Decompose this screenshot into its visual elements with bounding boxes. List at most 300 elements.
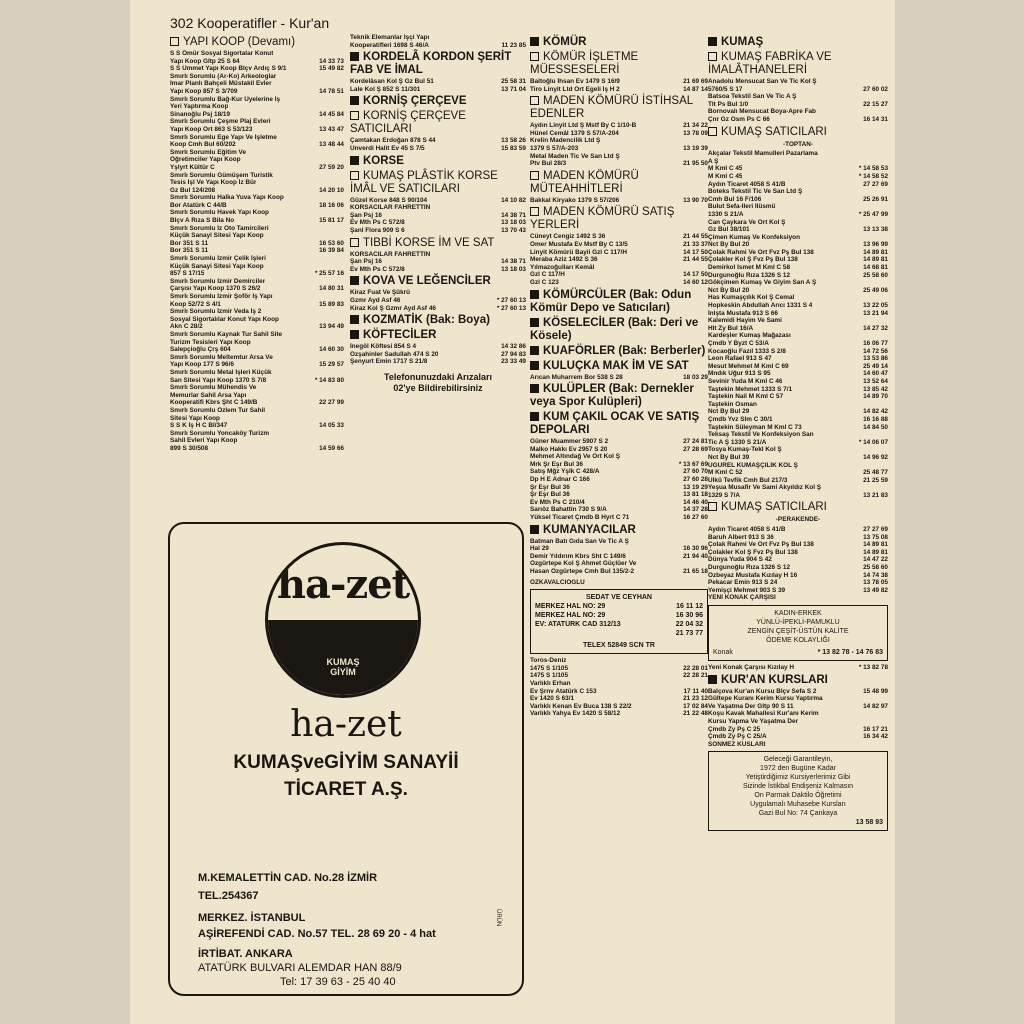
company-name: SÖNMEZ KUSLARI [708,740,766,748]
listing-entry: Ev 1420 S 63/1 21 23 12 [530,695,708,703]
advert-box [708,751,888,831]
listing-group [170,50,344,452]
listing-entry: Çarşısı Yapı Koop 1370 S 26/2 14 80 31 [170,285,344,293]
listing-entry: Bakkal Kiryako 1379 S 57/206 13 90 70 [530,196,708,204]
listing-entry: Smırlı Sorumlu İzmir Çelik İşleri [170,255,266,263]
listing-entry: Smırlı Sorumlu Yoncaköy Turizm [170,429,270,437]
listing-entry: İnlşta Mustafa 913 S 66 13 21 94 [708,309,888,317]
listing-entry: Tic A Ş 1330 S 21/A * 14 06 07 [708,438,888,446]
listing-entry: S S K İş H C Bl/347 14 05 33 [170,422,344,430]
notice-line-2: 02'ye Bildirebilirsiniz [393,382,483,393]
advert-text-line: Uygulamalı Muhasebe Kursları [750,801,846,809]
listing-entry: Metal Maden Tic Ve San Ltd Ş [530,152,620,160]
filled-square-icon [708,37,717,46]
phone-line: TEL.254367 [198,890,259,902]
listing-entry: Lale Kol Ş 852 S 11/301 13 71 04 [350,85,526,93]
listing-entry: Hlt Zy Bul 16/A 14 27 32 [708,324,888,332]
listing-entry: Kocaoğlu Fazıl 1333 S 2/8 14 72 56 [708,347,888,355]
listing-entry: Çolak Rahmi Ve Ort Fvz Pş Bul 138 14 89 81 [708,541,888,549]
listing-entry: Yapı Koop 177 S 96/6 15 29 57 [170,361,344,369]
listing-entry: Gzmr Ayd Asf 46 * 27 60 13 [350,296,526,304]
listing-entry: Taştekin Osman [708,400,757,408]
listing-entry: Şan Psj 16 14 38 71 [350,258,526,266]
listing-entry: Smırlı Sorumlu Mühendis Ve [170,384,257,392]
listing-entry: MERKEZ HAL NO: 29 16 11 12 [535,603,703,611]
listing-group [530,438,708,522]
listing-entry: Şanl Flora 909 S 6 13 70 43 [350,226,526,234]
listing-entry: Cmh Bul 16 F/106 25 26 91 [708,195,888,203]
vertical-label: ÜRÜN [495,909,501,927]
listing-entry: 21 73 77 [675,630,703,638]
filled-square-icon [350,96,359,105]
advert-text-line: Yetiştirdiğimiz Kursiyerlerimiz Gibi [745,774,851,782]
filled-square-icon [530,525,539,534]
listing-entry: Yılmazoğulları Kemâl [530,263,595,271]
listing-entry: 1379 S 57/A-203 13 19 39 [530,144,708,152]
listing-entry: Ünverdi Halit Ev 45 S 7/5 15 83 59 [350,144,526,152]
advert-text-line: Sizinde İstikbal Endişeniz Kalmasın [742,783,854,791]
section-heading: YAPI KOOP (Devamı) [170,36,344,49]
section-heading: KUM ÇAKIL OCAK VE SATIŞ DEPOLARI [530,411,700,437]
section-heading: KULUÇKA MAK İM VE SAT [530,360,708,373]
listing-entry: Koop 52/72 S 4/1 15 89 83 [170,300,344,308]
listing-entry: Smırlı Sorumlu Gümüşem Turistik [170,171,273,179]
listing-entry: Çmdb Zy Pş C 25/A 16 34 42 [708,733,888,741]
listing-entry: Mrk Şr Eşr Bul 36 * 13 67 69 [530,460,708,468]
listing-entry: Yapı Koop 857 S 3/709 14 78 51 [170,87,344,95]
listing-group [350,197,526,235]
company-name: YENİ KONAK ÇARŞISI [708,594,776,602]
listing-entry: Çolak Rahmi Ve Ort Fvz Pş Bul 138 14 89 81 [708,248,888,256]
listing-entry: Güner Muammer 5907 S 2 27 24 81 [530,438,708,446]
listing-entry: Taştekin Mehmet 1333 S 7/1 13 85 42 [708,385,888,393]
listing-entry: Sevinir Yuda M Kml C 46 13 52 64 [708,377,888,385]
listing-entry: Koop Cmh Bul 60/202 13 48 44 [170,141,344,149]
listing-entry: Ev Şrnv Atatürk C 153 17 11 40 [530,687,708,695]
listing-entry: Mndık Uğur 913 S 95 14 60 47 [708,370,888,378]
listing-entry: 899 S 30/508 14 59 66 [170,444,344,452]
listing-entry: 857 S 17/15 * 25 57 16 [170,270,344,278]
checkbox-icon [350,171,359,180]
listing-entry: Kursu Yapma Ve Yaşatma Der [708,717,798,725]
section-heading: KUR'AN KURSLARI [708,674,888,687]
listing-entry: Balçova Kur'an Kursu Blçv Sefa S 2 15 48 99 [708,687,888,695]
advert-title: SEDAT VE CEYHAN [586,594,652,602]
listing-entry: Nct By Bul 39 14 96 92 [708,453,888,461]
subsection-heading: KUMAŞ FABRİKA VE İMALÂTHANELERİ [708,51,832,76]
section-heading: KULÜPLER (Bak: Dernekler veya Spor Kulüpleri) [530,383,694,409]
listing-entry: KORSACILAR FAHRETTİN [350,250,431,258]
listing-entry: 1329 S 7/A 13 21 83 [708,491,888,499]
section-heading: KORDELÂ KORDON ŞERİT FAB VE İMAL [350,51,512,77]
listing-entry: Smırlı Sorumlu Eğitim Ve [170,148,246,156]
advert-text-line: ÖDEME KOLAYLIĞI [766,637,830,644]
listing-group [530,374,708,382]
listing-group [708,526,888,594]
filled-square-icon [350,315,359,324]
listing-entry: M Kml C 45 * 14 58 52 [708,172,888,180]
listing-entry: Nct By Bul 20 13 96 99 [708,241,888,249]
listing-entry: Ve Yaşatma Der Gltp 90 S 11 14 82 97 [708,702,888,710]
listing-entry: Bor 351 S 11 16 39 84 [170,247,344,255]
address-line: İRTİBAT. ANKARA [198,948,293,960]
listing-entry: Ömer Mustafa Ev Mstf By C 13/5 21 33 37 [530,240,708,248]
listing-entry: 1330 S 21/A * 25 47 99 [708,210,888,218]
listing-entry: Koşu Kavak Mahallesi Kur'anı Kerim [708,710,819,718]
notice-line-1: Telefonunuzdaki Arızaları [383,371,493,382]
listing-entry: Özşahinler Sadullah 474 S 20 27 94 83 [350,350,526,358]
listing-entry: Arıcan Muharrem Bor 538 S 28 18 03 29 [530,373,708,381]
listing-entry: Çnr Gz Osm Ps C 66 16 14 31 [708,115,888,123]
advert-location: Konak [713,649,733,656]
advert-text-line: Gazi Bul No: 74 Çankaya [758,810,838,818]
listing-entry: Batsoa Tekstil San Ve Tic A Ş [708,93,797,101]
listing-entry: Smırlı Sorumlu İz Oto Tamircileri [170,224,269,232]
listing-entry: Salepçioğlu Çrş 604 14 60 30 [170,346,344,354]
listing-entry: Dünya Yuda 904 S 42 14 47 22 [708,556,888,564]
column-2 [350,34,526,514]
listing-entry: Hasan Özgürtepe Cmh Bul 135/2-2 21 65 18 [530,568,708,575]
section-heading: KÖMÜRCÜLER (Bak: Odun Kömür Depo ve Satıcıları) [530,288,692,314]
listing-entry: Baltoğlu İhsan Ev 1479 S 16/9 21 69 69 [530,78,708,85]
filled-square-icon [530,318,539,327]
checkbox-icon [350,111,359,120]
subsection-heading: KUMAŞ SATICILARI [708,501,888,514]
subsection-heading: KORNİŞ ÇERÇEVE SATICILARI [350,110,466,136]
advert-text-line: 1972 den Bugüne Kadar [760,765,836,773]
listing-entry: Varlıklı Yahya Ev 1420 S 58/12 21 22 48 [530,710,708,718]
listing-entry: Kalemidi Hayim Ve Sami [708,317,782,325]
listing-entry: Aydın Ticaret 4058 S 41/B 27 27 69 [708,180,888,188]
listing-group [535,602,703,638]
listing-entry: Hopkeskin Abdullah Arıcı 1331 S 4 13 22 05 [708,302,888,310]
listing-entry: Kardeşler Kumaş Mağazası [708,332,791,340]
listing-entry: Hal 29 16 30 96 [530,545,708,553]
listing-entry: Özbeyaz Mustafa Kızılay H 16 14 74 38 [708,571,888,579]
listing-entry: Has Kumaşçılık Kol Ş Cemal [708,294,795,302]
listing-entry: Ev Mth Ps C 572/8 13 18 03 [350,219,526,227]
filled-square-icon [530,290,539,299]
listing-entry: Nct By Bul 29 14 82 42 [708,408,888,416]
listing-group [530,233,708,286]
listing-entry: Yapı Koop Ort 863 S 53/123 13 43 47 [170,125,344,133]
listing-entry: UĞUREL KUMAŞÇILIK KOL Ş [708,461,798,469]
listing-entry: Ptv Bul 28/3 21 95 50 [530,160,708,168]
filled-square-icon [530,361,539,370]
listing-entry: Sarıöz Bahattin 730 S 9/A 14 37 28 [530,506,708,514]
filled-square-icon [530,37,539,46]
listing-entry: Şenyurt Emin 1717 S 21/8 23 33 49 [350,358,526,366]
hazet-logo [265,542,421,698]
listing-entry: Tiro Linyit Ltd Ort Egeli İş H 2 14 87 14 [530,85,708,93]
listing-entry: S S Ümmet Yapı Koop Blçv Ardıç S 9/1 15 49 82 [170,65,344,73]
listing-entry: Küçük Sanayi Sitesi Yapı Koop [170,232,264,240]
listing-entry: Çamtakan Erdoğan 878 S 44 13 58 26 [350,137,526,145]
checkbox-icon [530,52,539,61]
page-header: 302 Kooperatifler - Kur'an [170,15,330,31]
listing-entry: Çmdb Zy Pş C 25 16 17 21 [708,725,888,733]
listing-entry: Smırlı Sorumlu Bağ-Kur Üyelerine İş [170,95,281,103]
listing-entry: Anadolu Mensucat San Ve Tic Kol Ş [708,78,817,85]
advert-text-line: On Parmak Daktilo Öğretimi [754,792,842,800]
listing-entry: Aydın Ticaret 4058 S 41/B 27 27 69 [708,526,888,534]
listing-entry: Toros-Deniz [530,657,567,665]
filled-square-icon [530,384,539,393]
listing-group [350,289,526,312]
listing-entry: Batman Batı Gıda San Ve Tic A Ş [530,537,629,545]
checkbox-icon [530,171,539,180]
listing-group [350,34,526,49]
subheading-toptan: -TOPTAN- [783,140,813,148]
listing-entry: Tosya Kumaş-Tekl Kol Ş [708,446,782,454]
address-line: M.KEMALETTİN CAD. No.28 İZMİR [198,872,378,884]
listing-entry: 1475 S 1/105 22 28 21 [530,672,708,680]
listing-entry: Satış Mğz Yşlk C 428/A 27 60 70 [530,468,708,476]
listing-group [530,657,708,718]
listing-entry: Aydın Linyit Ltd Ş Mstf By C 1/10-B 21 34 22 [530,122,708,130]
listing-entry: Krelin Madencilik Ltd Ş [530,137,601,145]
column-1 [170,34,344,514]
address-line: ATATÜRK BULVARI ALEMDAR HAN 88/9 [198,962,402,974]
filled-square-icon [350,276,359,285]
listing-entry: Kiraz Kol Ş Gzmr Ayd Asf 46 * 27 60 13 [350,304,526,312]
listing-entry: Mehmet Altındağ Ve Ort Kol Ş [530,453,620,461]
listing-group [530,197,708,205]
subsection-heading: TIBBİ KORSE İM VE SAT [350,237,526,250]
checkbox-icon [708,52,717,61]
listing-entry: Gz Bul 38/101 13 13 38 [708,226,888,234]
listing-entry: Smırlı Sorumlu Meltemtur Arsa Ve [170,353,273,361]
advert-phone: 13 58 93 [855,819,883,827]
listing-group [708,688,888,741]
listing-entry: Blçv A Rıza S Bila No 15 81 17 [170,217,344,225]
listing-entry: Teksaş Tekstil Ve Konfeksiyon San [708,431,814,439]
telex-line: TELEX 52849 SCN TR [583,642,655,650]
section-heading: KORSE [350,155,526,168]
listing-entry: Öğretimciler Yapı Koop [170,156,241,164]
listing-entry: Smırlı Sorumlu Kaynak Tur Sahil Site [170,330,283,338]
advert-text-line: KADIN-ERKEK [774,610,822,617]
advert-text-line: Geleceği Garantileyin, [763,756,833,764]
listing-entry: Gzl C 123 14 60 12 [530,278,708,286]
listing-entry: Memurlar Sahil Arsa Yapı [170,391,247,399]
listing-group [530,538,708,576]
listing-entry: Bulut Sefa-İleri İlüsmü [708,203,776,211]
listing-group [350,343,526,366]
listing-entry: KORSACILAR FAHRETTİN [350,204,431,212]
phone-line: Tel: 17 39 63 - 25 40 40 [280,976,396,988]
listing-entry: Smırlı Sorumlu İzmir Demirciler [170,277,266,285]
advert-text-line: YÜNLÜ-İPEKLİ-PAMUKLU [756,619,840,626]
company-name: ha-zet [290,704,402,745]
listing-entry: Şr Eşr Bul 36 13 19 29 [530,483,708,491]
listing-entry: Çmdb Yvz Slm C 30/1 16 16 88 [708,415,888,423]
listing-group [350,251,526,274]
section-heading: KOVA VE LEĞENCİLER [350,275,526,288]
listing-entry: Bor 351 S 11 16 53 60 [170,239,344,247]
listing-entry: Çimen Kumaş Ve Konfeksiyon [708,233,800,241]
listing-entry: Smırlı Sorumlu İzmir Veda İş 2 [170,308,262,316]
listing-entry: Çolakler Kol Ş Fvz Pş Bul 138 14 89 81 [708,548,888,556]
listing-entry: Yüksel Ticaret Çmdb B Hyrt C 71 16 27 60 [530,514,708,522]
advert-lines [713,609,883,645]
listing-entry: Bor Atatürk C 44/B 18 16 06 [170,201,344,209]
checkbox-icon [350,238,359,247]
advert-box [530,589,708,654]
listing-entry: Taştekin Nail M Kml C 57 14 89 70 [708,393,888,401]
listing-entry: Gzl C 117/H 14 17 50 [530,271,708,279]
listing-entry: Smırlı Sorumlu İzmir Şoför İş Yapı [170,293,273,300]
subsection-heading: MADEN KÖMÜRÜ İSTİHSAL EDENLER [530,95,693,121]
listing-entry: İnegöl Köftesi 854 S 4 14 32 86 [350,343,526,351]
listing-entry: Meraba Aziz 1492 S 36 21 44 55 [530,256,708,264]
listing-entry: Ülkü Tevfik Cmh Bul 217/3 21 25 59 [708,476,888,484]
listing-entry: Küçük Sanayi Sitesi Yapı Koop [170,262,264,270]
listing-entry: Durgunoğlu Rıza 1326 S 12 25 58 60 [708,564,888,572]
column-3 [530,34,708,1019]
section-heading: KUMANYACILAR [530,524,708,537]
listing-entry: Akçalar Tekstil Mamulleri Pazarlama [708,150,818,158]
advert-phone: * 13 82 78 - 14 76 83 [817,649,883,656]
filled-square-icon [708,675,717,684]
logo-text: ha-zet [276,561,410,608]
listing-entry: Şan Psj 16 14 38 71 [350,211,526,219]
checkbox-icon [708,502,717,511]
listing-entry: Çolakler Kol Ş Fvz Pş Bul 138 14 89 81 [708,256,888,264]
listing-group [350,78,526,93]
listing-entry: Durgunoğlu Rıza 1326 S 12 25 58 60 [708,271,888,279]
section-heading: KÖFTECİLER [350,329,526,342]
filled-square-icon [530,346,539,355]
checkbox-icon [708,127,717,136]
filled-square-icon [350,156,359,165]
listing-entry: Kooperatifleri 1698 S 46/A 11 23 85 [350,41,526,49]
company-line-1: KUMAŞveGİYİM SANAYİİ [233,752,459,773]
listing-entry: Smırlı Sorumlu Metal İşleri Küçük [170,368,272,376]
listing-entry: EV: ATATÜRK CAD 312/13 22 04 32 [535,621,703,629]
listing-entry: M Kml C 45 * 14 58 53 [708,165,888,173]
listing-entry: Malko Hakkı Ev 2957 S 20 27 28 69 [530,445,708,453]
listing-entry: Gz Bul 124/208 14 20 10 [170,186,344,194]
listing-entry: Teknik Elemanlar İşçi Yapı [350,34,430,41]
listing-entry: Özgürtepe Kol Ş Ahmet Güçlüer Ve [530,560,637,568]
listing-entry: Varlıklı Kenan Ev Buca 138 S 22/2 17 02 84 [530,702,708,710]
checkbox-icon [170,37,179,46]
listing-entry: Can Çaykara Ve Ort Kol Ş [708,218,786,226]
listing-entry: Bornovalı Mensucat Boya-Apre Fab [708,108,816,116]
listing-entry: Smırlı Sorumlu Halka Yuva Yapı Koop [170,194,284,202]
listing-entry: Cüneyt Cengiz 1492 S 36 21 44 55 [530,233,708,241]
advert-text-line: ZENGİN ÇEŞİT-ÜSTÜN KALİTE [747,628,849,635]
logo-subtext: KUMAŞ GİYİM [326,657,360,677]
column-4 [708,34,888,1019]
filled-square-icon [530,412,539,421]
listing-entry: Demirkol İsmet M Kml C 58 14 68 81 [708,264,888,272]
listing-entry: Pekacar Emin 913 S 24 13 78 05 [708,579,888,587]
address-line: AŞİREFENDİ CAD. No.57 TEL. 28 69 20 - 4 hat [198,928,436,940]
company-line-2: TİCARET A.Ş. [284,779,408,800]
section-heading: KUMAŞ [708,36,888,49]
listing-entry: Smırlı Sorumlu (Ar-Ko) Arkeologlar [170,72,277,80]
listing-entry: Smırlı Sorumlu Ege Yapı Ve İşletme [170,133,277,141]
listing-entry: Gökçimen Kumaş Ve Giyim San A Ş [708,279,817,287]
listing-entry: Çmdb Y Byzt C 53/A 16 06 77 [708,340,888,347]
listing-group [530,122,708,168]
hazet-advertisement [168,522,524,996]
listing-entry: Yeri Yaptırma Koop [170,103,229,111]
listing-entry: Kordelâsan Kol Ş Gz Bul 51 25 58 31 [350,78,526,86]
subsection-heading: KÖMÜR İŞLETME MÜESSESELERİ [530,51,639,76]
listing-entry: Kiraz Fuat Ve Şükrü [350,289,411,297]
listing-entry: Dp H E Adnar C 166 27 60 28 [530,476,708,484]
listing-entry: İmar Planlı Bahçeli Müstakil Evler [170,80,272,88]
listing-group [708,150,888,499]
company-name: ÖZKAVALCIOĞLU [530,578,585,586]
listing-entry: Smırlı Sorumlu Çeşme Plaj Evleri [170,118,271,126]
listing-entry: Akn C 28/2 13 94 49 [170,323,344,331]
listing-entry: Şr Eşr Bul 36 13 81 18 [530,491,708,499]
listing-entry: Yeni Konak Çarşısı Kızılay H * 13 82 78 [708,664,888,671]
listing-entry: Tesis İşl Ve Yapı Koop İz Bür [170,179,257,187]
listing-entry: San Sitesi Yapı Koop 1370 S 7/8 * 14 83 80 [170,376,344,384]
listing-entry: Linyit Kömürü Bayii Gzl C 117/H 14 17 50 [530,248,708,256]
listing-entry: Gültepe Kuranı Kerim Kursu Yaptırma [708,695,823,703]
listing-entry: Demir Yıldırım Kbrs Sht C 149/6 21 94 40 [530,552,708,560]
directory-page [130,0,895,1024]
listing-entry: Sitesi Yapı Koop [170,414,220,422]
listing-entry: Sosyal Sigortalılar Konut Yapı Koop [170,315,279,323]
listing-entry: Tlt Ps Bul 1/0 22 15 27 [708,100,888,108]
listing-entry: Ev Mth Ps C 572/8 13 18 03 [350,265,526,273]
listing-entry: Yşlyrt Kültür C 27 59 20 [170,163,344,171]
section-heading: KÖSELECİLER (Bak: Deri ve Kösele) [530,316,699,342]
listing-entry: Kooperatifi Kbrs Şht C 149/B 22 27 99 [170,399,344,407]
section-heading: KOZMATİK (Bak: Boya) [350,314,526,327]
listing-entry: 1475 S 1/105 22 28 01 [530,664,708,672]
listing-entry: Mesut Mehmet M Kml C 69 25 49 14 [708,362,888,370]
listing-entry: Yemişçi Mehmet 903 S 39 13 49 82 [708,586,888,594]
section-heading: KÖMÜR [530,36,708,49]
listing-entry: Smırlı Sorumlu Havek Yapı Koop [170,209,269,217]
listing-entry: Sinanoğlu Psj 18/19 14 45 84 [170,110,344,118]
listing-entry: Nct By Bul 20 25 49 06 [708,286,888,294]
advert-box [708,605,888,661]
listing-entry: M Kml C 52 25 48 77 [708,469,888,477]
subsection-heading: MADEN KÖMÜRÜ MÜTEAHHİTLERİ [530,169,639,195]
listing-entry: S S Ömür Sosyal Sigortalar Konut [170,50,274,57]
checkbox-icon [530,207,539,216]
listing-entry: Turizm Tesisleri Yapı Koop [170,338,251,346]
checkbox-icon [530,96,539,105]
listing-entry: Smırlı Sorumlu Özlem Tur Sahil [170,406,266,414]
section-heading: KUAFÖRLER (Bak: Berberler) [530,345,708,358]
filled-square-icon [350,330,359,339]
listing-entry: Yeşua Musafir Ve Sami Akyıldız Kol Ş [708,484,822,492]
listing-entry: Hünel Cemâl 1379 S 57/A-204 13 78 09 [530,129,708,137]
listing-entry: Baruh Albert 913 S 36 13 75 08 [708,533,888,541]
listing-entry: Yapı Koop Gltp 25 S 64 14 33 73 [170,57,344,65]
listing-entry: Ev Mth Ps C 210/4 14 46 40 [530,498,708,506]
address-line: MERKEZ. İSTANBUL [198,912,306,924]
listing-entry: A Ş [708,157,719,165]
subheading-perakende: -PERAKENDE- [775,516,821,524]
filled-square-icon [350,52,359,61]
listing-entry: Leon Rafael 913 S 47 13 53 86 [708,355,888,363]
advert-lines [713,755,883,818]
listing-entry: 5760/5 S 17 27 60 02 [708,85,888,93]
subsection-heading: KUMAŞ PLÂSTİK KORSE İMÂL VE SATICILARI [350,169,498,195]
listing-entry: Varlıklı Erhan [530,679,571,687]
